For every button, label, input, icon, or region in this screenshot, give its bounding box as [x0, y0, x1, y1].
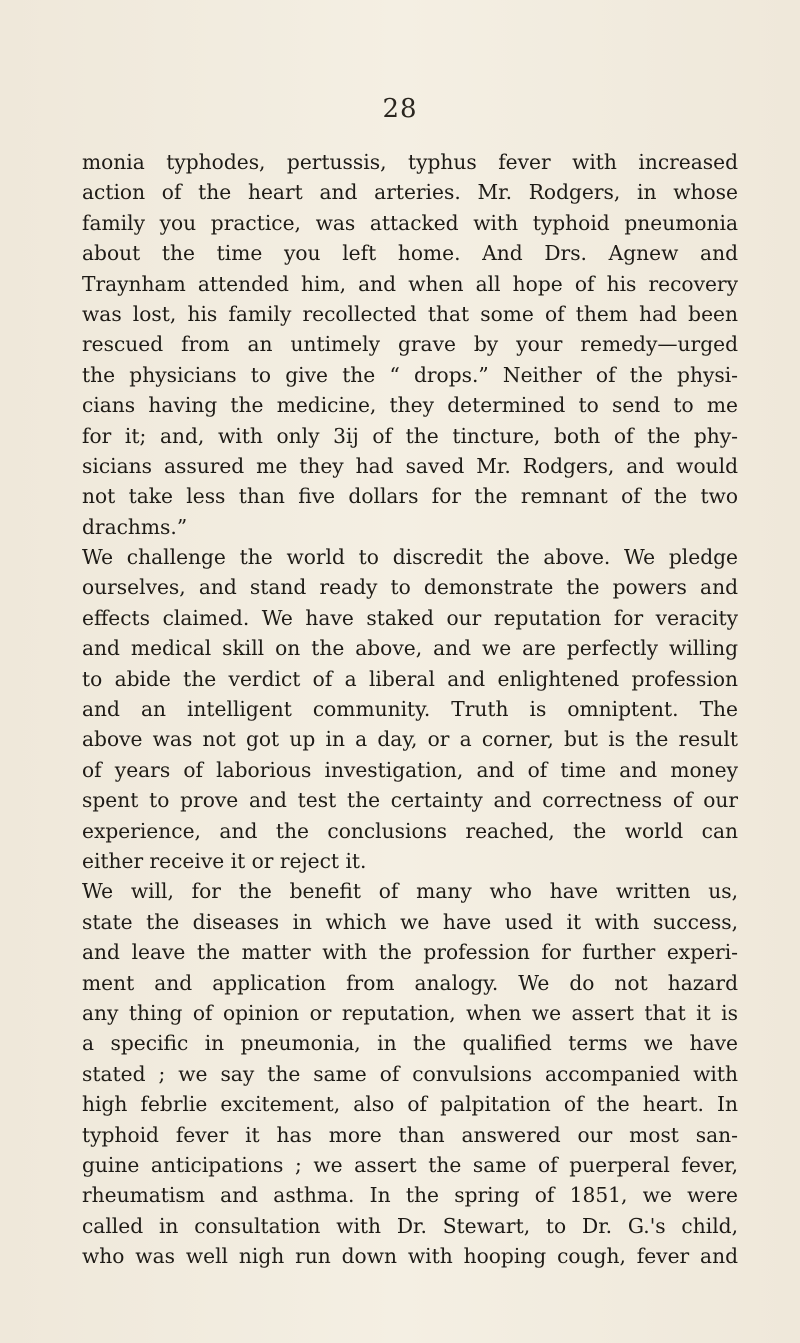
body-text [82, 147, 738, 1271]
text-line: Traynham attended him, and when all hope of his recovery [82, 271, 738, 296]
text-line: any thing of opinion or reputation, when we assert that it is [82, 1000, 738, 1025]
text-line: family you practice, was attacked with typhoid pneumonia [82, 210, 738, 235]
text-line: rheumatism and asthma. In the spring of 1851, we were [82, 1183, 738, 1208]
text-line: action of the heart and arteries. Mr. Rodgers, in whose [82, 180, 738, 205]
text-line: drachms.” [82, 514, 188, 539]
text-line: typhoid fever it has more than answered our most san- [82, 1122, 738, 1147]
text-line: and an intelligent community. Truth is omniptent. The [82, 697, 738, 722]
text-line: sicians assured me they had saved Mr. Rodgers, and would [82, 453, 738, 478]
text-line: guine anticipations ; we assert the same of puerperal fever, [82, 1152, 738, 1177]
text-line: either receive it or reject it. [82, 848, 367, 873]
text-line: stated ; we say the same of convulsions accompanied with [82, 1061, 738, 1086]
text-line: experience, and the conclusions reached, the world can [82, 818, 738, 843]
text-line: a specific in pneumonia, in the qualified terms we have [82, 1031, 738, 1056]
text-line: above was not got up in a day, or a corner, but is the result [82, 727, 738, 752]
text-line: not take less than five dollars for the remnant of the two [82, 484, 738, 509]
text-line: We will, for the benefit of many who have written us, [82, 879, 738, 904]
text-line: for it; and, with only 3ij of the tincture, both of the phy- [82, 423, 738, 448]
text-line: about the time you left home. And Drs. Agnew and [82, 241, 738, 266]
text-line: spent to prove and test the certainty and correctness of our [82, 788, 738, 813]
text-line: effects claimed. We have staked our reputation for veracity [82, 605, 738, 630]
text-line: cians having the medicine, they determined to send to me [82, 393, 738, 418]
text-line: who was well nigh run down with hooping cough, fever and [82, 1244, 738, 1269]
text-line: ment and application from analogy. We do not hazard [82, 970, 738, 995]
text-line: and leave the matter with the profession for further experi- [82, 940, 738, 965]
text-line: and medical skill on the above, and we are perfectly willing [82, 636, 738, 661]
page-number: 28 [382, 94, 418, 124]
text-line: high febrlie excitement, also of palpitation of the heart. In [82, 1092, 738, 1117]
text-line: was lost, his family recollected that some of them had been [82, 301, 738, 326]
text-line: We challenge the world to discredit the above. We pledge [82, 545, 738, 570]
text-line: rescued from an untimely grave by your remedy—urged [82, 332, 738, 357]
text-line: state the diseases in which we have used it with success, [82, 909, 738, 934]
text-line: ourselves, and stand ready to demonstrate the powers and [82, 575, 738, 600]
text-line: to abide the verdict of a liberal and enlightened profession [82, 666, 738, 691]
text-line: of years of laborious investigation, and of time and money [82, 757, 738, 782]
text-line: the physicians to give the “ drops.” Neither of the physi- [82, 362, 738, 387]
text-line: monia typhodes, pertussis, typhus fever with increased [82, 150, 738, 174]
text-line: called in consultation with Dr. Stewart, to Dr. G.'s child, [82, 1213, 738, 1238]
